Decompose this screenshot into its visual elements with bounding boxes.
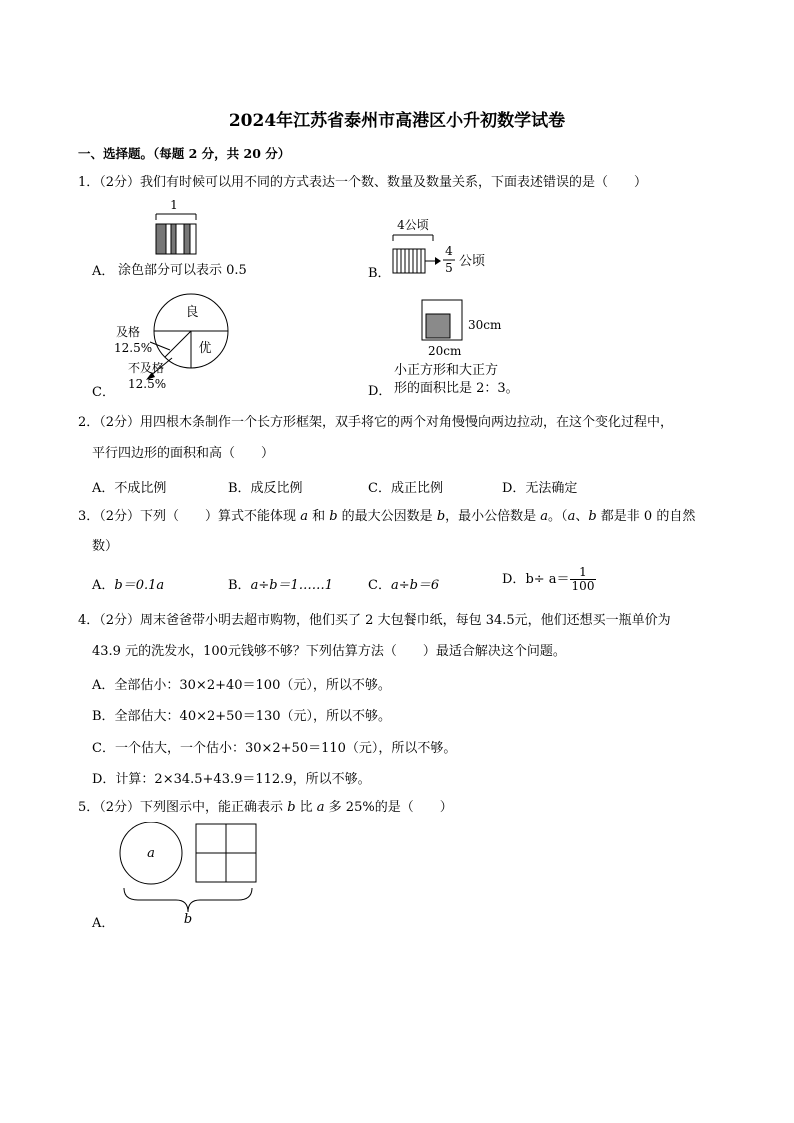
q2-option-a[interactable]: A．不成比例 [92, 481, 167, 496]
q2-stem-line-1: 2．（2分）用四根木条制作一个长方形框架，双手将它的两个对角慢慢向两边拉动，在这个变化过程中， [78, 415, 674, 430]
q1-option-d-label[interactable]: D． [368, 384, 392, 399]
q5-stem: 5．（2分）下列图示中，能正确表示 b 比 a 多 25%的是（ ） [78, 800, 453, 815]
q1-b-fig-top: 4公顷 [397, 218, 429, 232]
q1-option-b-label[interactable]: B． [368, 266, 391, 281]
q2-stem-line-2: 平行四边形的面积和高（ ） [92, 446, 275, 461]
q4-option-a[interactable]: A．全部估小：30×2+40＝100（元），所以不够。 [92, 678, 391, 693]
q2-option-c[interactable]: C．成正比例 [368, 481, 443, 496]
q5-a-figure [112, 822, 262, 926]
q1-b-num: 4 [445, 244, 453, 258]
q2-option-d[interactable]: D．无法确定 [502, 481, 578, 496]
q1-option-c-label[interactable]: C． [92, 385, 115, 400]
q1-option-a-text: 涂色部分可以表示 0.5 [118, 263, 247, 278]
q1-b-unit: 公顷 [459, 254, 486, 269]
q3-stem-line-1: 3．（2分）下列（ ）算式不能体现 a 和 b 的最大公因数是 b，最小公倍数是 a。（a、b 都是非 0 的自然 [78, 509, 696, 524]
q2-option-b[interactable]: B．成反比例 [228, 481, 303, 496]
q4-stem-line-2: 43.9 元的洗发水，100元钱够不够？下列估算方法（ ）最适合解决这个问题。 [92, 644, 566, 659]
page-title: 2024年江苏省泰州市高港区小升初数学试卷 [228, 111, 566, 131]
q1-a-fig-top: 1 [170, 198, 178, 212]
section-heading: 一、选择题。（每题 2 分，共 20 分） [78, 146, 291, 161]
q4-option-b[interactable]: B．全部估大：40×2+50＝130（元），所以不够。 [92, 709, 392, 724]
q1-d-text-1: 小正方形和大正方 [394, 363, 499, 378]
q1-c-pass: 及格 [116, 325, 141, 339]
q1-d-text-2: 形的面积比是 2：3。 [394, 381, 519, 396]
q5-option-a-label[interactable]: A． [92, 916, 115, 931]
q1-c-fail-pct: 12.5% [128, 377, 167, 391]
q5-fig-a-label: a [147, 846, 155, 861]
q4-stem-line-1: 4．（2分）周末爸爸带小明去超市购物，他们买了 2 大包餐巾纸，每包 34.5元，他们还想买一瓶单价为 [78, 613, 671, 628]
q3-option-b[interactable]: B．a÷b＝1……1 [228, 578, 334, 593]
q1-c-fail: 不及格 [128, 361, 165, 375]
q1-c-excellent: 优 [198, 341, 212, 356]
q1-d-bottom: 20cm [428, 344, 462, 358]
q1-d-side-big: 30cm [468, 318, 502, 332]
q4-option-c[interactable]: C．一个估大，一个估小：30×2+50＝110（元），所以不够。 [92, 741, 457, 756]
q3-option-d[interactable]: D．b÷ a＝ $\frac{1}{100}$ [502, 565, 595, 593]
q3-option-c[interactable]: C．a÷b＝6 [368, 578, 440, 593]
q1-d-figure [418, 296, 528, 358]
q1-a-figure [150, 198, 200, 258]
q4-option-d[interactable]: D．计算：2×34.5+43.9＝112.9，所以不够。 [92, 772, 371, 787]
q1-b-figure [385, 215, 505, 277]
q1-stem: 1．（2分）我们有时候可以用不同的方式表达一个数、数量及数量关系，下面表述错误的是（ ） [78, 175, 648, 190]
q1-b-den: 5 [445, 261, 453, 275]
q1-c-pass-pct: 12.5% [114, 341, 153, 355]
q3-option-a[interactable]: A．b＝0.1a [92, 578, 165, 593]
q3-stem-line-2: 数） [92, 539, 119, 554]
q1-option-a-label[interactable]: A． [92, 264, 115, 279]
q5-fig-b-label: b [183, 912, 193, 926]
q1-c-good: 良 [185, 305, 199, 320]
